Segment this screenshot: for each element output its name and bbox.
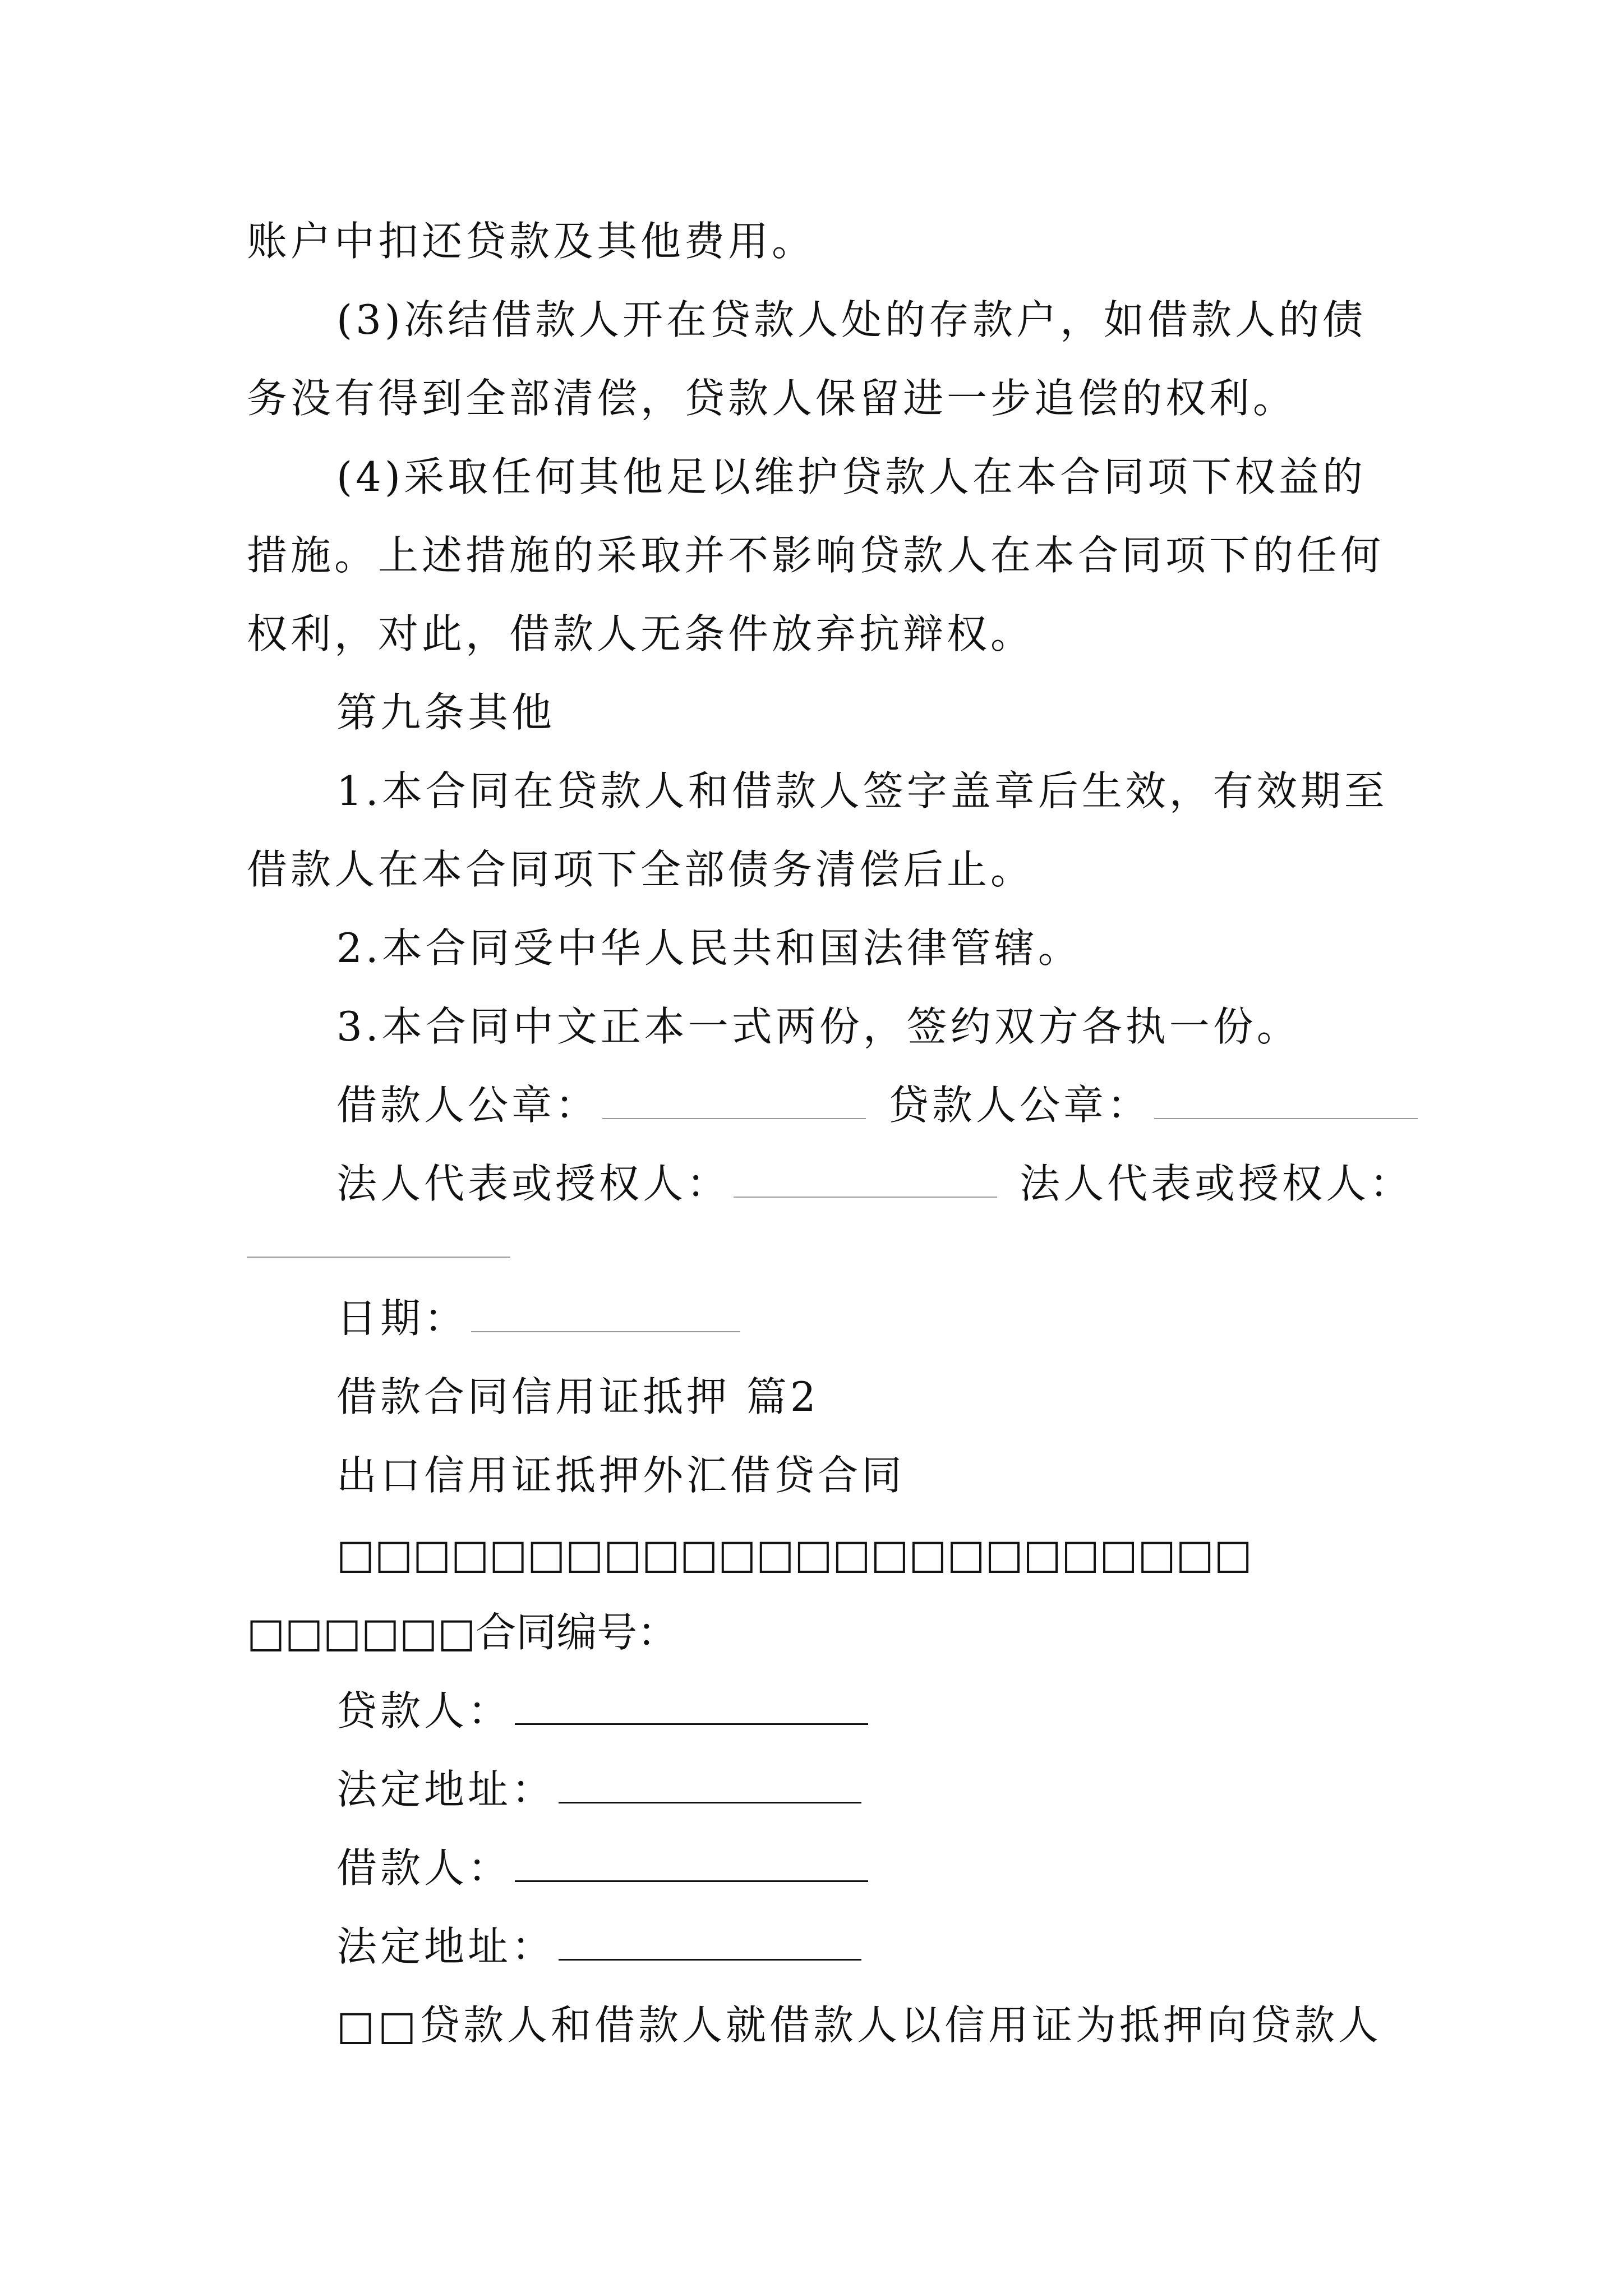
date-blank[interactable] bbox=[471, 1297, 740, 1332]
lender-label: 贷款人： bbox=[336, 1687, 512, 1734]
lender-line bbox=[336, 1672, 1380, 1750]
borrower-blank[interactable] bbox=[515, 1847, 868, 1882]
contract-number-line: □□□□□□合同编号： bbox=[247, 1609, 678, 1656]
date-line bbox=[336, 1279, 1380, 1358]
lender-rep-blank[interactable] bbox=[247, 1257, 510, 1258]
borrower-seal-blank[interactable] bbox=[602, 1084, 866, 1119]
representative-line bbox=[336, 1144, 1414, 1223]
lender-seal-label: 贷款人公章： bbox=[888, 1082, 1151, 1129]
date-label: 日期： bbox=[336, 1295, 468, 1342]
lender-address-line bbox=[336, 1750, 1380, 1829]
lender-address-blank[interactable] bbox=[559, 1768, 861, 1803]
borrower-line bbox=[336, 1829, 1380, 1907]
text-line: □□贷款人和借款人就借款人以信用证为抵押向贷款人 bbox=[336, 2001, 1382, 2049]
article-heading: 第九条其他 bbox=[336, 689, 556, 736]
text-line: 3.本合同中文正本一式两份，签约双方各执一份。 bbox=[336, 1003, 1301, 1050]
borrower-seal-label: 借款人公章： bbox=[336, 1082, 600, 1129]
text-line: 借款人在本合同项下全部债务清偿后止。 bbox=[247, 846, 1035, 893]
seal-line bbox=[336, 1066, 1380, 1144]
text-line: 措施。上述措施的采取并不影响贷款人在本合同项下的任何 bbox=[247, 532, 1385, 579]
text-line: 权利，对此，借款人无条件放弃抗辩权。 bbox=[247, 610, 1035, 657]
text-line: (4)采取任何其他足以维护贷款人在本合同项下权益的 bbox=[336, 453, 1366, 500]
borrower-label: 借款人： bbox=[336, 1844, 512, 1892]
text-line: (3)冻结借款人开在贷款人处的存款户，如借款人的债 bbox=[336, 296, 1366, 343]
borrower-address-label: 法定地址： bbox=[336, 1923, 556, 1970]
contract-title: 出口信用证抵押外汇借贷合同 bbox=[336, 1452, 906, 1499]
lender-address-label: 法定地址： bbox=[336, 1766, 556, 1813]
text-line: 1.本合同在贷款人和借款人签字盖章后生效，有效期至 bbox=[336, 767, 1388, 815]
lender-rep-label: 法人代表或授权人： bbox=[1020, 1160, 1414, 1207]
borrower-rep-label: 法人代表或授权人： bbox=[336, 1160, 731, 1207]
text-line: 账户中扣还贷款及其他费用。 bbox=[247, 218, 816, 265]
placeholder-boxes: □□□□□□□□□□□□□□□□□□□□□□□□ bbox=[336, 1530, 1252, 1577]
text-line: 2.本合同受中华人民共和国法律管辖。 bbox=[336, 924, 1082, 972]
borrower-address-line bbox=[336, 1907, 1380, 1986]
borrower-address-blank[interactable] bbox=[559, 1925, 861, 1961]
lender-seal-blank[interactable] bbox=[1154, 1084, 1418, 1119]
borrower-rep-blank[interactable] bbox=[734, 1163, 997, 1198]
text-line: 务没有得到全部清偿，贷款人保留进一步追偿的权利。 bbox=[247, 375, 1297, 422]
section-heading: 借款合同信用证抵押 篇2 bbox=[336, 1373, 819, 1420]
lender-blank[interactable] bbox=[515, 1690, 868, 1725]
